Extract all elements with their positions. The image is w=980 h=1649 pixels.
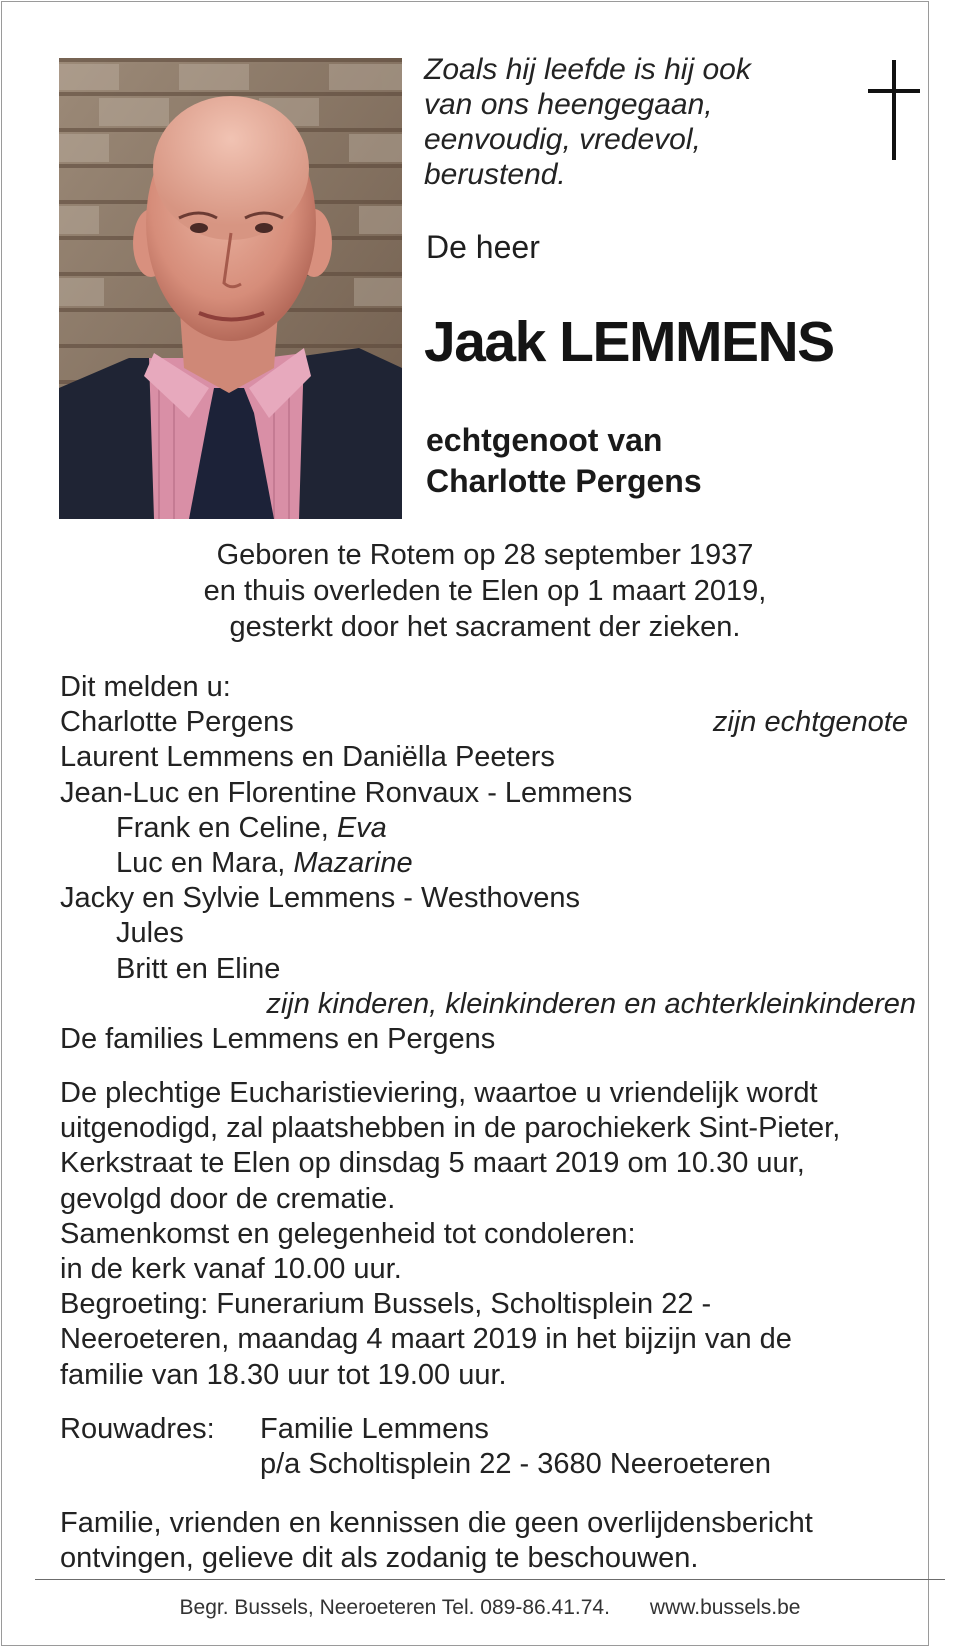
grandchild-names: Frank en Celine, xyxy=(116,811,337,844)
poem-line: eenvoudig, vredevol, xyxy=(424,123,701,156)
ceremony-line: gevolgd door de crematie. xyxy=(60,1182,396,1215)
family-row: Laurent Lemmens en Daniëlla Peeters xyxy=(60,741,555,774)
family-row-grandchild xyxy=(60,811,920,846)
ceremony-line: De plechtige Eucharistieviering, waartoe u vriendelijk wordt xyxy=(60,1077,818,1109)
ceremony-line: Begroeting: Funerarium Bussels, Scholtisplein 22 - xyxy=(60,1288,712,1321)
poem-line: Zoals hij leefde is hij ook xyxy=(424,53,751,86)
sacrament-line: gesterkt door het sacrament der zieken. xyxy=(229,611,741,643)
closing-line: Familie, vrienden en kennissen die geen overlijdensbericht xyxy=(60,1507,813,1539)
family-row-families: De families Lemmens en Pergens xyxy=(60,1022,496,1055)
ceremony-line: Neeroeteren, maandag 4 maart 2019 in het bijzijn van de xyxy=(60,1323,792,1356)
family-relation: zijn kinderen, kleinkinderen en achterkleinkinderen xyxy=(266,987,916,1020)
website-link[interactable]: www.bussels.be xyxy=(649,1596,801,1619)
grandchild-names: Luc en Mara, xyxy=(116,846,294,879)
birth-death-block xyxy=(60,537,910,645)
family-spouse-name: Charlotte Pergens xyxy=(60,706,294,739)
address-line: Familie Lemmens xyxy=(260,1413,489,1445)
ceremony-line: familie van 18.30 uur tot 19.00 uur. xyxy=(60,1358,507,1391)
portrait-photo xyxy=(59,58,402,519)
family-spouse-relation: zijn echtgenote xyxy=(712,706,908,739)
salutation: De heer xyxy=(426,229,540,265)
poem xyxy=(424,52,804,192)
spouse-name: Charlotte Pergens xyxy=(426,463,702,499)
family-intro: Dit melden u: xyxy=(60,671,231,703)
spouse-line: echtgenoot van xyxy=(426,422,663,458)
closing-note xyxy=(60,1506,920,1576)
family-row-grandchild xyxy=(60,846,920,881)
ceremony-line: in de kerk vanaf 10.00 uur. xyxy=(60,1253,402,1286)
family-row-spouse xyxy=(60,705,920,740)
divider xyxy=(35,1579,945,1580)
poem-line: van ons heengegaan, xyxy=(424,88,713,121)
death-line: en thuis overleden te Elen op 1 maart 2019, xyxy=(203,575,767,607)
family-list xyxy=(60,670,920,1057)
family-row: Jean-Luc en Florentine Ronvaux - Lemmens xyxy=(60,776,633,809)
address-line: p/a Scholtisplein 22 - 3680 Neeroeteren xyxy=(260,1448,772,1480)
ceremony-details xyxy=(60,1076,920,1393)
birth-line: Geboren te Rotem op 28 september 1937 xyxy=(216,539,754,571)
ceremony-line: uitgenodigd, zal plaatshebben in de parochiekerk Sint-Pieter, xyxy=(60,1112,841,1145)
closing-line: ontvingen, gelieve dit als zodanig te beschouwen. xyxy=(60,1542,699,1575)
funeral-home-info: Begr. Bussels, Neeroeteren Tel. 089-86.41.74. xyxy=(179,1596,610,1619)
spouse-block xyxy=(426,420,702,502)
poem-line: berustend. xyxy=(424,158,566,191)
address-label: Rouwadres: xyxy=(60,1413,215,1445)
footer xyxy=(0,1596,980,1620)
family-row-grandchild: Jules xyxy=(116,917,184,950)
ceremony-line: Kerkstraat te Elen op dinsdag 5 maart 2019 om 10.30 uur, xyxy=(60,1147,805,1180)
family-row: Jacky en Sylvie Lemmens - Westhovens xyxy=(60,882,581,915)
cross-icon xyxy=(864,60,924,160)
family-row-grandchild: Britt en Eline xyxy=(116,952,281,985)
ceremony-line: Samenkomst en gelegenheid tot condoleren: xyxy=(60,1217,636,1250)
deceased-name: Jaak LEMMENS xyxy=(424,310,834,374)
great-grandchild-name: Mazarine xyxy=(293,846,413,879)
great-grandchild-name: Eva xyxy=(336,811,387,844)
